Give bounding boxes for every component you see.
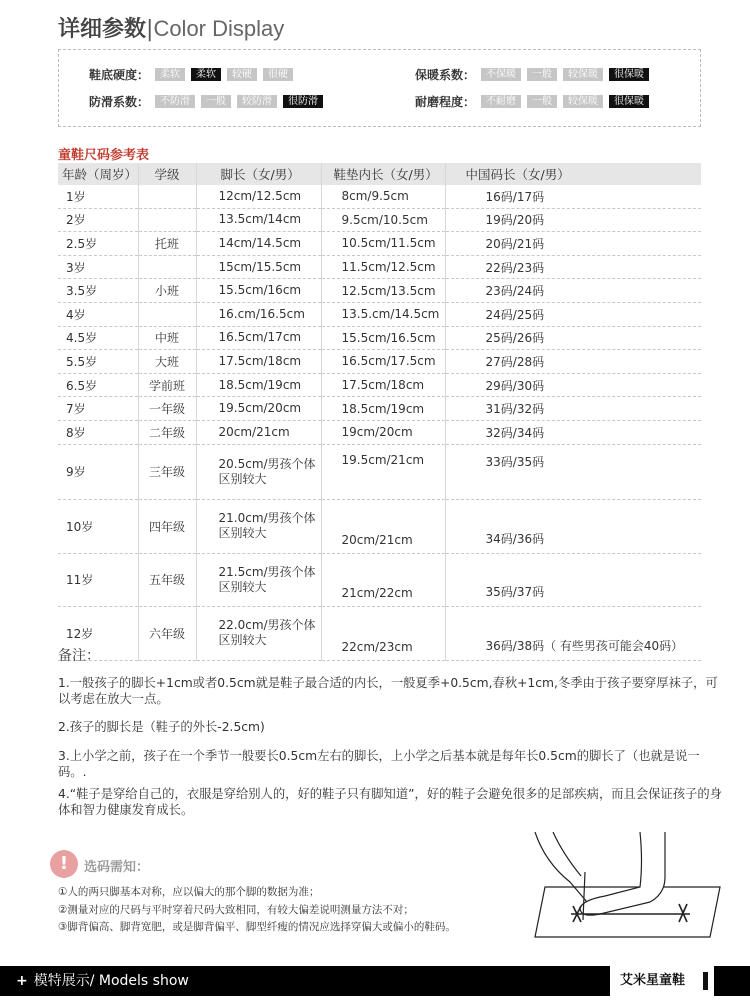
- cell-insole: 11.5cm/12.5cm: [321, 255, 445, 279]
- cell-age: 4岁: [58, 302, 138, 326]
- cell-cn: 35码/37码: [445, 553, 701, 607]
- params-panel: [58, 49, 701, 127]
- cell-age: 2岁: [58, 208, 138, 232]
- cell-age: 9岁: [58, 444, 138, 500]
- models-show-text: 模特展示/ Models show: [33, 973, 189, 989]
- cell-foot: 16.cm/16.5cm: [196, 302, 321, 326]
- note-item: 2.孩子的脚长是（鞋子的外长-2.5cm): [58, 720, 265, 734]
- cell-foot: 17.5cm/18cm: [196, 350, 321, 374]
- param-chip-selected: 很保暖: [609, 68, 649, 81]
- tip-item: ②测量对应的尺码与平时穿着尺码大致相同，有较大偏差说明测量方法不对；: [58, 904, 414, 916]
- foot-line: 20.5cm/男孩个体: [218, 456, 316, 471]
- foot-line: 区别较大: [218, 526, 267, 541]
- cell-age: 12岁: [58, 607, 138, 661]
- table-row: [58, 326, 701, 350]
- param-chip: 柔软: [155, 68, 185, 81]
- cell-age: 11岁: [58, 553, 138, 607]
- cell-grade: [138, 255, 196, 279]
- header-insole-length: 鞋垫内长（女/男）: [321, 163, 445, 185]
- alert-icon: !: [50, 850, 78, 878]
- plus-icon: +: [16, 973, 28, 989]
- foot-line: 21.5cm/男孩个体: [218, 564, 316, 579]
- cell-foot: [196, 500, 321, 554]
- cell-age: 8岁: [58, 420, 138, 444]
- cell-insole: 18.5cm/19cm: [321, 397, 445, 421]
- table-row: [58, 302, 701, 326]
- cell-grade: 托班: [138, 232, 196, 256]
- param-label: 鞋底硬度：: [89, 68, 150, 82]
- note-item: 4.“鞋子是穿给自己的，衣服是穿给别人的，好的鞋子只有脚知道”，好的鞋子会避免很多的足部疾病，而且会保证孩子的身体和智力健康发育成长。: [58, 787, 722, 817]
- cell-cn: 27码/28码: [445, 350, 701, 374]
- cell-cn: 29码/30码: [445, 373, 701, 397]
- cell-foot: [196, 444, 321, 500]
- cell-cn: 36码/38码（ 有些男孩可能会40码）: [445, 607, 701, 661]
- table-row: [58, 500, 701, 554]
- cell-cn: 24码/25码: [445, 302, 701, 326]
- cell-foot: [196, 607, 321, 661]
- table-row: [58, 373, 701, 397]
- param-antislip: [89, 93, 329, 110]
- cell-cn: 16码/17码: [445, 185, 701, 208]
- header-cn-size: 中国码长（女/男）: [445, 163, 701, 185]
- cell-insole: 10.5cm/11.5cm: [321, 232, 445, 256]
- foot-line: 区别较大: [218, 471, 267, 486]
- cell-cn: 20码/21码: [445, 232, 701, 256]
- cell-insole: 19cm/20cm: [321, 420, 445, 444]
- param-chip: 不防滑: [155, 95, 195, 108]
- page-title-zh: 详细参数: [58, 17, 147, 42]
- cell-insole: 22cm/23cm: [321, 607, 445, 661]
- cell-foot: 14cm/14.5cm: [196, 232, 321, 256]
- cell-insole: 9.5cm/10.5cm: [321, 208, 445, 232]
- param-chip: 较保暖: [563, 68, 603, 81]
- table-row: [58, 444, 701, 500]
- table-row: [58, 232, 701, 256]
- foot-measure-illustration: [525, 832, 725, 942]
- cell-grade: 三年级: [138, 444, 196, 500]
- tips-title: 选码需知：: [84, 860, 150, 875]
- foot-line: 区别较大: [218, 633, 267, 648]
- param-chip: 一般: [527, 95, 557, 108]
- param-hardness: [89, 66, 299, 83]
- cell-age: 4.5岁: [58, 326, 138, 350]
- note-item: 3.上小学之前，孩子在一个季节一般要长0.5cm左右的脚长，上小学之后基本就是每年长0.5cm的脚长了（也就是说一码。.: [58, 749, 700, 779]
- cell-grade: 六年级: [138, 607, 196, 661]
- cell-grade: 中班: [138, 326, 196, 350]
- param-label: 保暖系数：: [415, 68, 476, 82]
- cell-age: 6.5岁: [58, 373, 138, 397]
- param-chip: 较硬: [227, 68, 257, 81]
- param-label: 耐磨程度：: [415, 95, 476, 109]
- cell-grade: [138, 208, 196, 232]
- param-chip: 很硬: [263, 68, 293, 81]
- param-label: 防滑系数：: [89, 95, 150, 109]
- foot-line: 22.0cm/男孩个体: [218, 618, 316, 633]
- size-chart-table: [58, 163, 701, 661]
- models-show-label: [16, 970, 189, 990]
- cell-cn: 34码/36码: [445, 500, 701, 554]
- cell-cn: 23码/24码: [445, 279, 701, 303]
- header-age: 年龄（周岁）: [58, 163, 138, 185]
- foot-line: 21.0cm/男孩个体: [218, 511, 316, 526]
- cell-insole: 12.5cm/13.5cm: [321, 279, 445, 303]
- cell-grade: 五年级: [138, 553, 196, 607]
- table-row: [58, 553, 701, 607]
- cell-foot: [196, 553, 321, 607]
- cell-cn: 25码/26码: [445, 326, 701, 350]
- notes-title: 备注：: [58, 648, 100, 664]
- cell-age: 3.5岁: [58, 279, 138, 303]
- cell-grade: 大班: [138, 350, 196, 374]
- cell-age: 2.5岁: [58, 232, 138, 256]
- cell-foot: 15.5cm/16cm: [196, 279, 321, 303]
- cell-insole: 16.5cm/17.5cm: [321, 350, 445, 374]
- foot-line: 区别较大: [218, 579, 267, 594]
- param-chip: 较防滑: [237, 95, 277, 108]
- cell-cn: 22码/23码: [445, 255, 701, 279]
- cell-foot: 16.5cm/17cm: [196, 326, 321, 350]
- table-row: [58, 185, 701, 208]
- param-chip: 一般: [527, 68, 557, 81]
- size-chart-title: 童鞋尺码参考表: [58, 148, 150, 163]
- param-warmth: [415, 66, 655, 83]
- page-title: [58, 12, 284, 43]
- cell-cn: 32码/34码: [445, 420, 701, 444]
- param-chip: 不耐磨: [481, 95, 521, 108]
- cell-cn: 19码/20码: [445, 208, 701, 232]
- cell-grade: [138, 302, 196, 326]
- cell-grade: 二年级: [138, 420, 196, 444]
- param-chip: 不保暖: [481, 68, 521, 81]
- cell-age: 10岁: [58, 500, 138, 554]
- cell-insole: 17.5cm/18cm: [321, 373, 445, 397]
- table-row: [58, 607, 701, 661]
- param-chip: 一般: [201, 95, 231, 108]
- cell-foot: 13.5cm/14cm: [196, 208, 321, 232]
- param-chip-selected: 柔软: [191, 68, 221, 81]
- cell-grade: 小班: [138, 279, 196, 303]
- note-item: 1.一般孩子的脚长+1cm或者0.5cm就是鞋子最合适的内长，一般夏季+0.5cm,春秋+1cm,冬季由于孩子要穿厚袜子，可以考虑在放大一点。: [58, 676, 718, 706]
- tip-item: ③脚背偏高、脚背宽肥，或是脚背偏平、脚型纤瘦的情况应选择穿偏大或偏小的鞋码。: [58, 921, 456, 933]
- param-chip-selected: 很防滑: [283, 95, 323, 108]
- table-row: [58, 279, 701, 303]
- title-separator: |: [146, 17, 154, 42]
- table-row: [58, 397, 701, 421]
- cell-foot: 15cm/15.5cm: [196, 255, 321, 279]
- cell-insole: 21cm/22cm: [321, 553, 445, 607]
- cell-grade: 一年级: [138, 397, 196, 421]
- table-row: [58, 350, 701, 374]
- cell-cn: 33码/35码: [445, 444, 701, 500]
- cell-insole: 13.5.cm/14.5cm: [321, 302, 445, 326]
- cell-grade: 学前班: [138, 373, 196, 397]
- cell-age: 3岁: [58, 255, 138, 279]
- cell-insole: 8cm/9.5cm: [321, 185, 445, 208]
- param-chip-selected: 很保暖: [609, 95, 649, 108]
- param-durability: [415, 93, 655, 110]
- cell-insole: 20cm/21cm: [321, 500, 445, 554]
- header-grade: 学级: [138, 163, 196, 185]
- cell-grade: [138, 185, 196, 208]
- cell-foot: 20cm/21cm: [196, 420, 321, 444]
- table-row: [58, 208, 701, 232]
- cell-age: 5.5岁: [58, 350, 138, 374]
- table-row: [58, 420, 701, 444]
- header-foot-length: 脚长（女/男）: [196, 163, 321, 185]
- cell-age: 7岁: [58, 397, 138, 421]
- cell-cn: 31码/32码: [445, 397, 701, 421]
- table-header-row: [58, 163, 701, 185]
- tip-item: ①人的两只脚基本对称，应以偏大的那个脚的数据为准；: [58, 886, 320, 898]
- cell-foot: 12cm/12.5cm: [196, 185, 321, 208]
- cell-insole: 19.5cm/21cm: [321, 444, 445, 500]
- cell-age: 1岁: [58, 185, 138, 208]
- page-title-en: Color Display: [153, 16, 285, 41]
- cell-grade: 四年级: [138, 500, 196, 554]
- brand-label: 艾米星童鞋: [610, 966, 714, 996]
- cell-insole: 15.5cm/16.5cm: [321, 326, 445, 350]
- param-chip: 较保暖: [563, 95, 603, 108]
- table-row: [58, 255, 701, 279]
- cell-foot: 19.5cm/20cm: [196, 397, 321, 421]
- cell-foot: 18.5cm/19cm: [196, 373, 321, 397]
